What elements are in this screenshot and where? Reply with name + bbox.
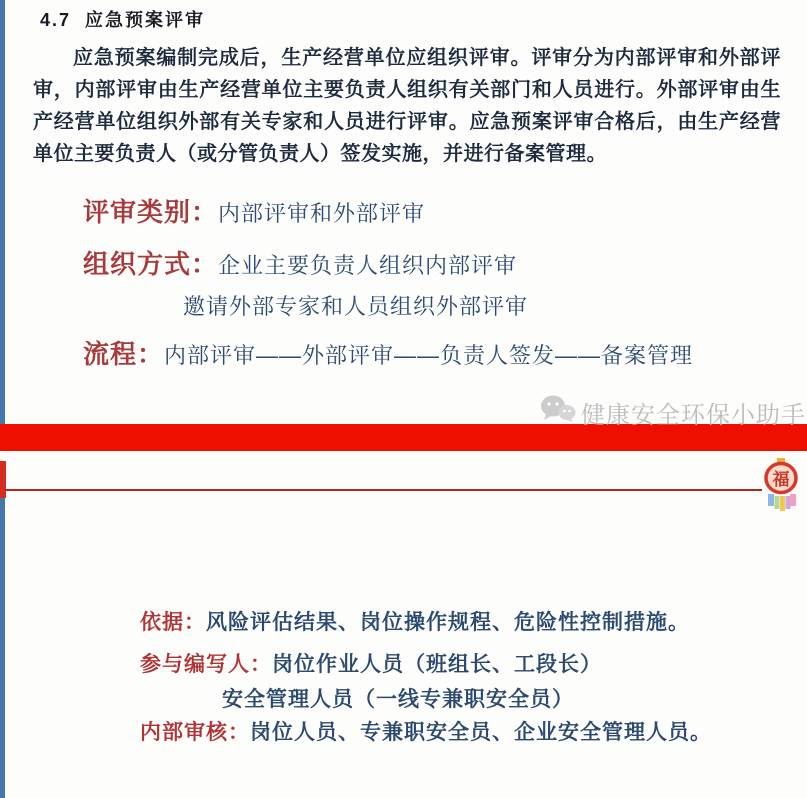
- internal-audit-text: 岗位人员、专兼职安全员、企业安全管理人员。: [250, 721, 712, 744]
- left-red-stripe-segment: [0, 461, 6, 498]
- organization-mode-text-2: 邀请外部专家和人员组织外部评审: [183, 294, 529, 319]
- internal-audit-row: [140, 716, 712, 746]
- participants-row: [140, 648, 602, 678]
- organization-mode-row-continued: [183, 290, 528, 321]
- watermark-text: 健康安全环保小助手: [581, 401, 806, 429]
- basis-row: [140, 606, 690, 636]
- wechat-icon: [540, 394, 576, 430]
- red-lantern-icon: [761, 458, 801, 518]
- organization-mode-text: 企业主要负责人组织内部评审: [218, 253, 518, 278]
- left-blue-stripe-top: [0, 0, 5, 424]
- section-heading: 4.7 应急预案评审: [40, 10, 206, 30]
- left-blue-stripe-bottom: [0, 498, 5, 798]
- watermark: [540, 394, 806, 430]
- internal-audit-label: 内部审核：: [140, 721, 250, 744]
- basis-text: 风险评估结果、岗位操作规程、危险性控制措施。: [206, 611, 690, 634]
- participants-text-2: 安全管理人员（一线专兼职安全员）: [222, 688, 574, 711]
- participants-label: 参与编写人：: [140, 653, 272, 676]
- process-row: [83, 334, 693, 371]
- svg-text:福: 福: [772, 470, 790, 489]
- process-label: 流程：: [83, 339, 165, 369]
- organization-mode-label: 组织方式：: [83, 249, 219, 279]
- organization-mode-row: [83, 244, 517, 281]
- slide2-red-rule: [5, 489, 762, 491]
- body-paragraph: 应急预案编制完成后，生产经营单位应组织评审。评审分为内部评审和外部评审，内部评审由生产经营单位主要负责人组织有关部门和人员进行。外部评审由生产经营单位组织外部有关专家和人员进行评审。应急预案评审合格后，由生产经营单位主要负责人（或分管负责人）签发实施，并进行备案管理。: [33, 47, 781, 165]
- participants-text: 岗位作业人员（班组长、工段长）: [272, 653, 602, 676]
- review-type-row: [83, 192, 425, 229]
- participants-row-continued: [222, 683, 574, 713]
- process-text: 内部评审——外部评审——负责人签发——备案管理: [164, 343, 694, 368]
- basis-label: 依据：: [140, 611, 206, 634]
- review-type-label: 评审类别：: [83, 197, 219, 227]
- review-type-text: 内部评审和外部评审: [218, 201, 426, 226]
